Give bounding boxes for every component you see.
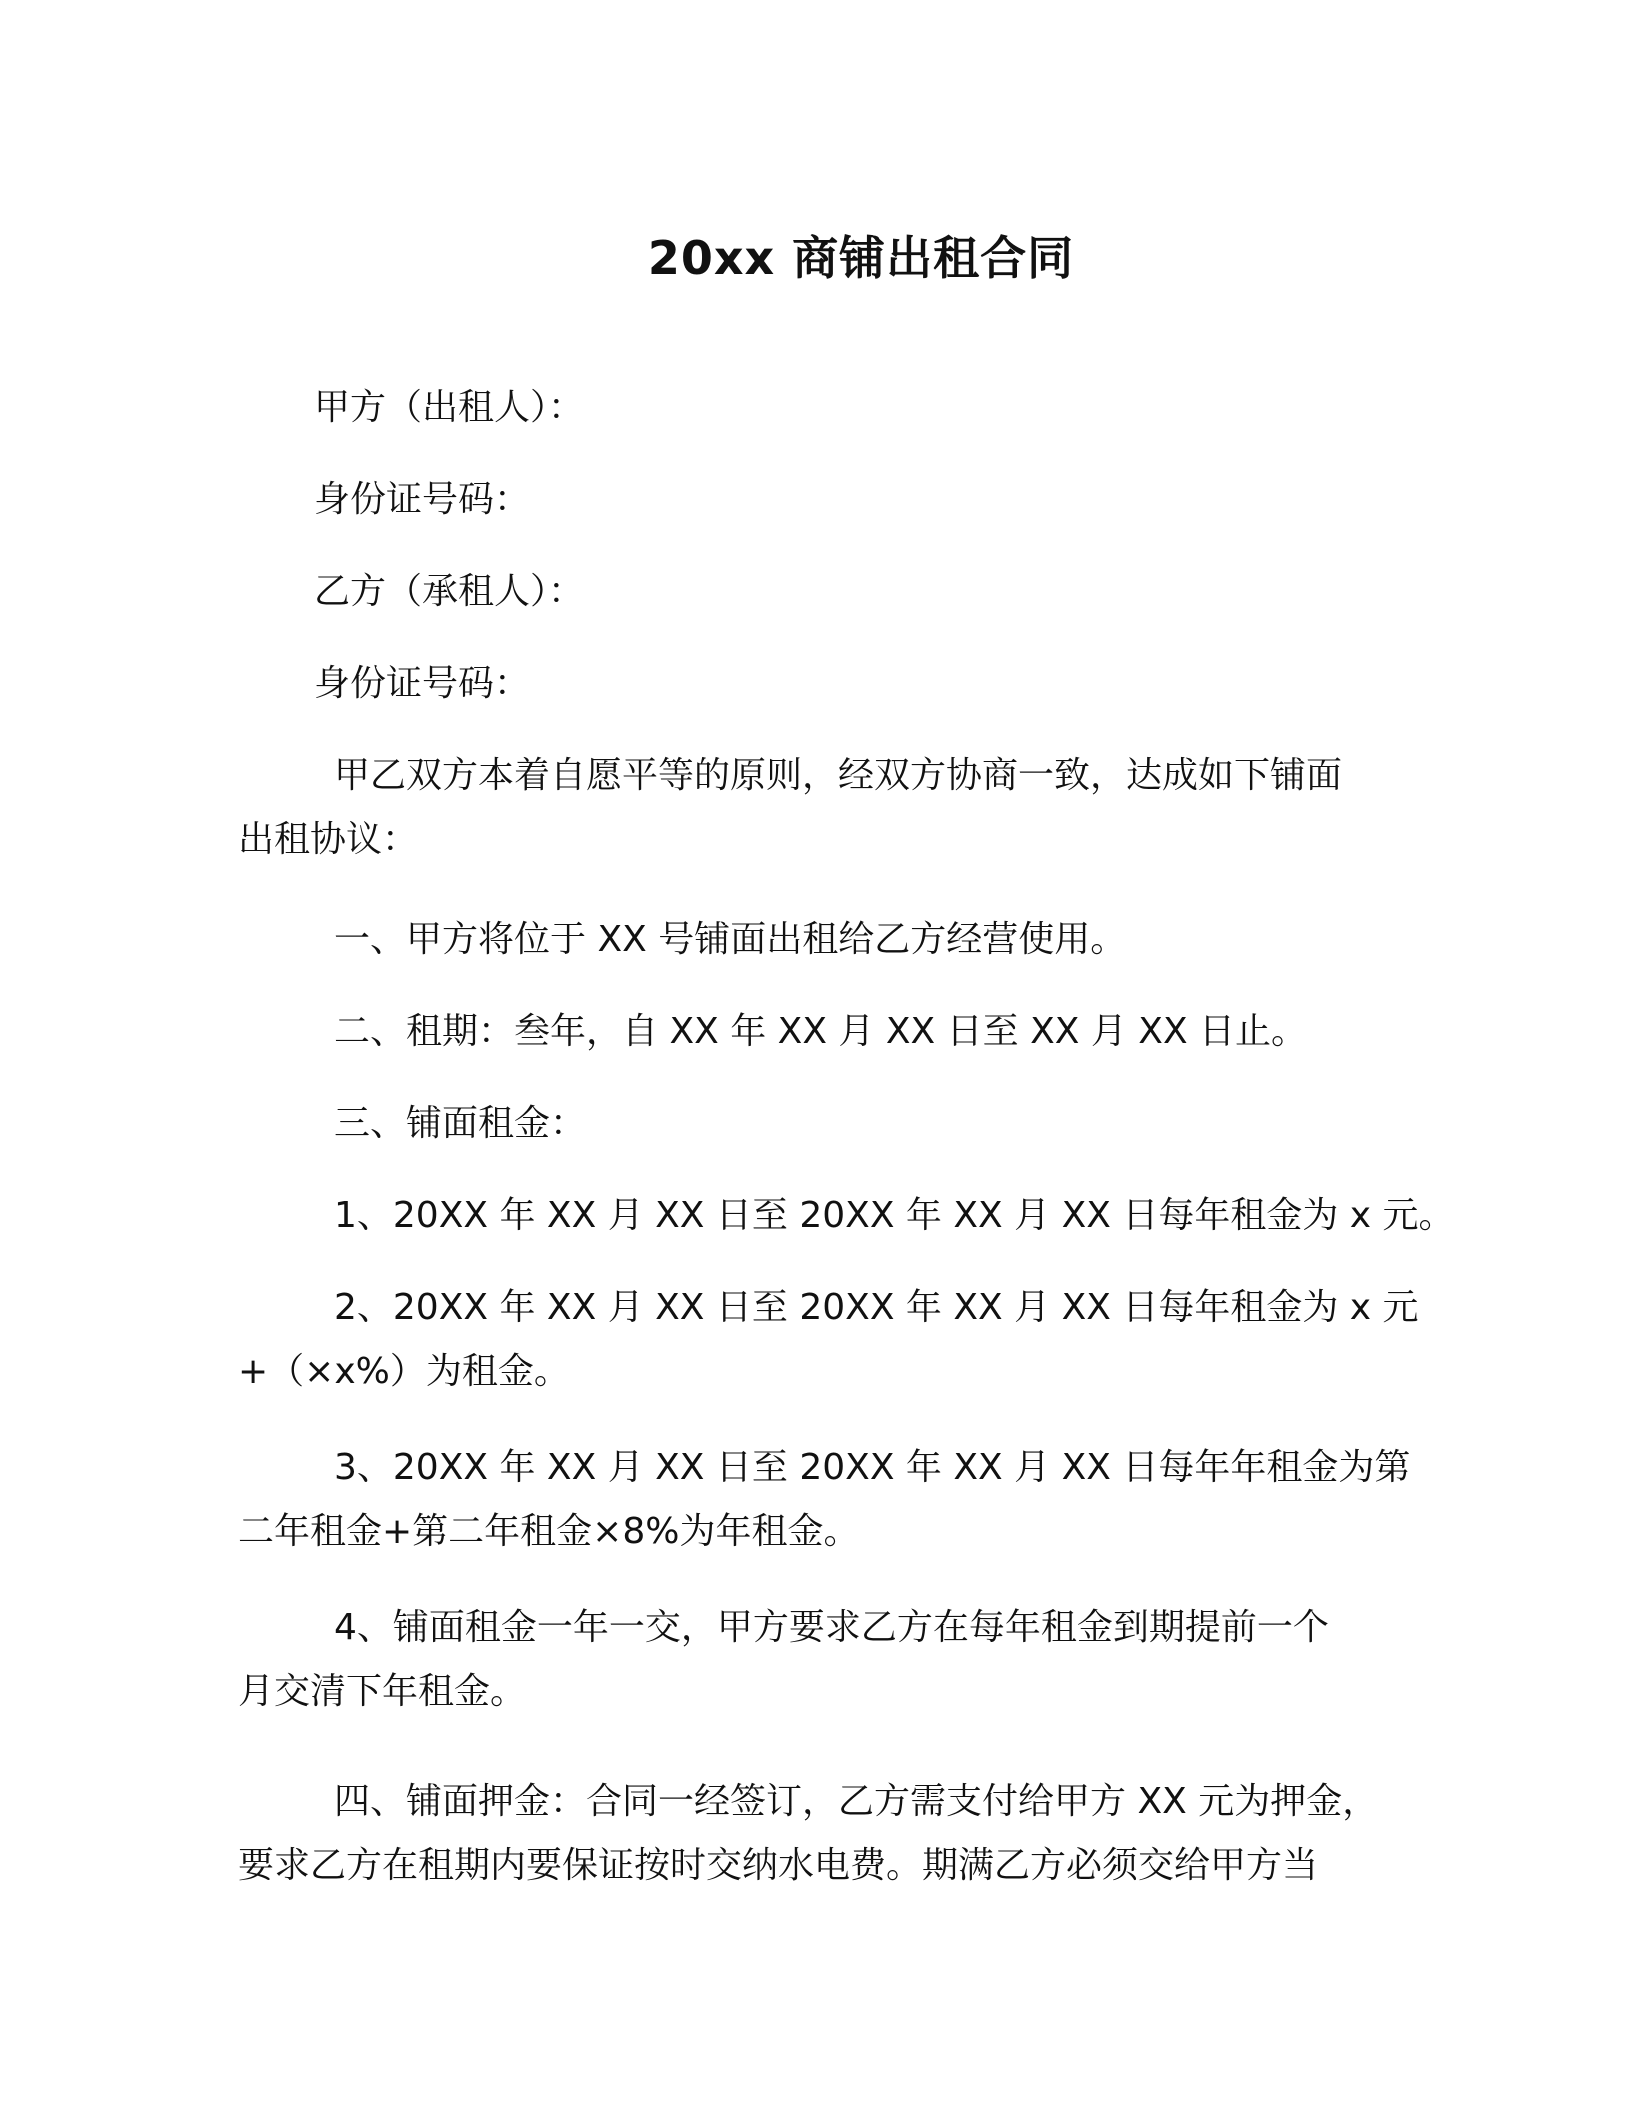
clause-3-item-2-line-1: 2、20XX 年 XX 月 XX 日至 20XX 年 XX 月 XX 日每年租金为 x 元 xyxy=(334,1287,1419,1328)
clause-4 xyxy=(238,1770,1388,1898)
preamble-paragraph xyxy=(238,744,1388,872)
preamble-line-2: 出租协议： xyxy=(238,819,419,860)
lessor-label: 甲方（出租人）： xyxy=(314,387,585,428)
clause-3-item-4-line-2: 月交清下年租金。 xyxy=(238,1671,527,1712)
clause-3-item-1: 1、20XX 年 XX 月 XX 日至 20XX 年 XX 月 XX 日每年租金为 x 元。 xyxy=(334,1195,1455,1236)
clause-1: 一、甲方将位于 XX 号铺面出租给乙方经营使用。 xyxy=(334,919,1127,960)
clause-3-item-3 xyxy=(238,1436,1411,1564)
clause-3-item-2-line-2: +（×x%）为租金。 xyxy=(238,1351,570,1392)
clause-3-item-4 xyxy=(238,1596,1388,1724)
lessor-id-label: 身份证号码： xyxy=(314,479,531,520)
lessee-id-label: 身份证号码： xyxy=(314,663,531,704)
clause-3-item-3-line-1: 3、20XX 年 XX 月 XX 日至 20XX 年 XX 月 XX 日每年年租金为第 xyxy=(334,1447,1411,1488)
lessee-label: 乙方（承租人）： xyxy=(314,571,585,612)
clause-3-item-3-line-2: 二年租金+第二年租金×8%为年租金。 xyxy=(238,1511,860,1552)
document-title: 20xx 商铺出租合同 xyxy=(647,231,1075,285)
clause-3: 三、铺面租金： xyxy=(334,1103,587,1144)
clause-4-line-2: 要求乙方在租期内要保证按时交纳水电费。期满乙方必须交给甲方当 xyxy=(238,1845,1319,1886)
clause-3-item-4-line-1: 4、铺面租金一年一交，甲方要求乙方在每年租金到期提前一个 xyxy=(334,1607,1329,1648)
clause-2: 二、租期：叁年，自 XX 年 XX 月 XX 日至 XX 月 XX 日止。 xyxy=(334,1011,1308,1052)
preamble-line-1: 甲乙双方本着自愿平等的原则，经双方协商一致，达成如下铺面 xyxy=(334,755,1343,796)
clause-4-line-1: 四、铺面押金：合同一经签订，乙方需支付给甲方 XX 元为押金， xyxy=(334,1781,1379,1822)
clause-3-item-2 xyxy=(238,1276,1419,1404)
